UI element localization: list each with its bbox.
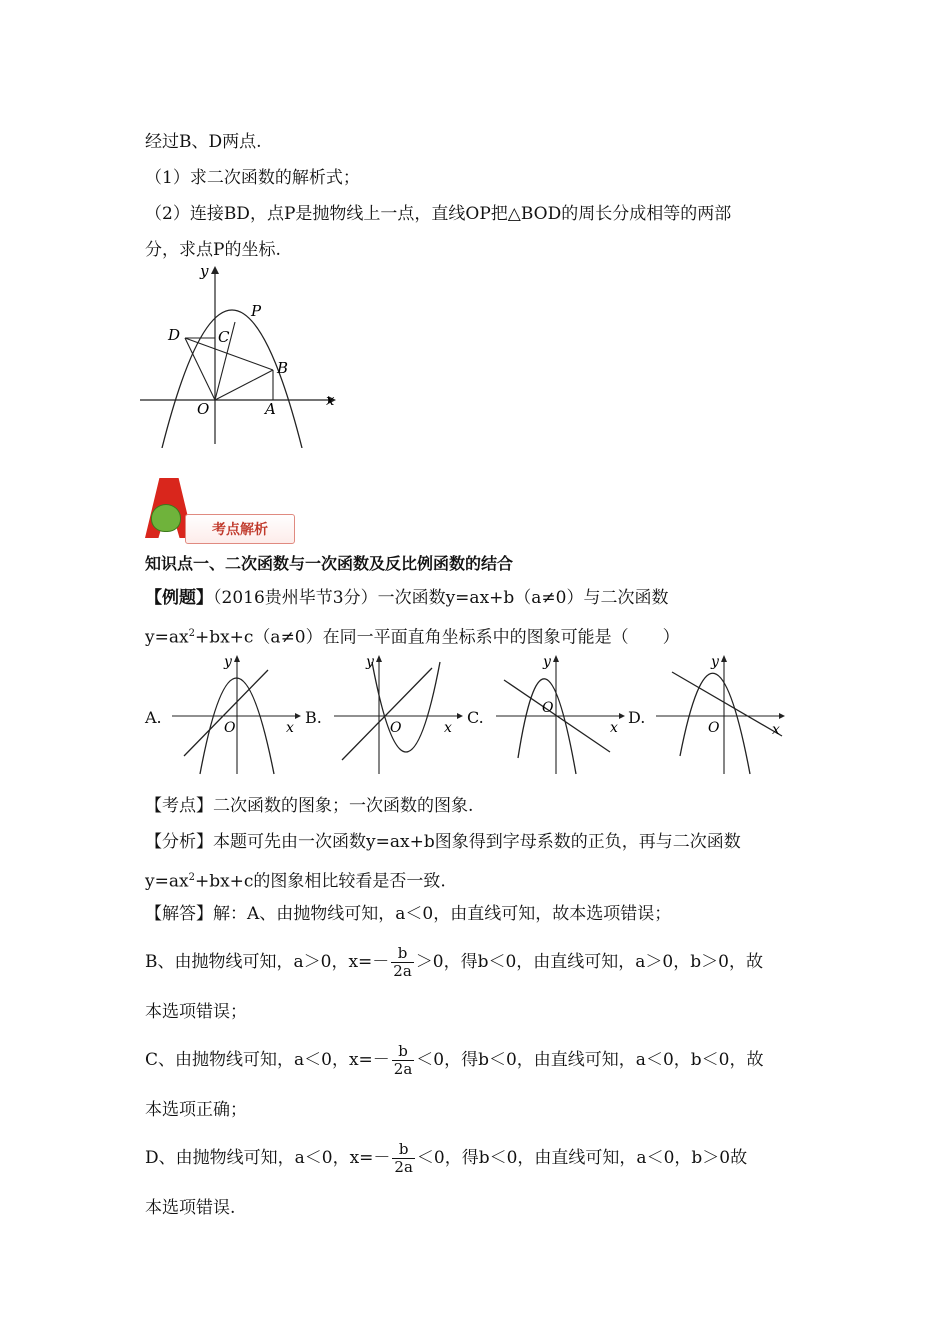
- section-title: 知识点一、二次函数与一次函数及反比例函数的结合: [145, 554, 514, 573]
- option-D-graph: [654, 652, 789, 776]
- example-text: （2016贵州毕节3分）一次函数y=ax+b（a≠0）与二次函数: [213, 588, 669, 608]
- option-C-graph: [494, 652, 629, 776]
- jieda-line-D: [145, 1140, 747, 1176]
- origin-label: O: [390, 720, 402, 736]
- parabola-figure: [140, 262, 340, 448]
- label-y: y: [200, 262, 209, 280]
- option-D-label: D.: [628, 708, 646, 727]
- answer-text-rest: ＞0，得b＜0，由直线可知，a＞0，b＞0，故: [415, 952, 763, 972]
- banner-title: 考点解析: [212, 522, 268, 538]
- kaodian: 【考点】二次函数的图象；一次函数的图象.: [145, 796, 474, 816]
- axis-x-label: x: [286, 720, 294, 736]
- example-tag: 【例题】: [145, 588, 213, 608]
- question-2: （2）连接BD，点P是抛物线上一点，直线OP把△BOD的周长分成相等的两部: [145, 204, 732, 224]
- axis-y-label: y: [711, 654, 719, 670]
- section-banner: [145, 478, 295, 544]
- answer-text: C、由抛物线可知，a＜0，x=－: [145, 1050, 390, 1070]
- option-A-label: A.: [145, 708, 162, 727]
- label-A: A: [265, 400, 276, 418]
- fraction-numerator: b: [398, 1140, 409, 1158]
- jieda-line-C-end: 本选项正确；: [145, 1100, 247, 1120]
- formula-text-rest: +bx+c（a≠0）在同一平面直角坐标系中的图象可能是（ ）: [194, 627, 680, 648]
- jieda-line-B-end: 本选项错误；: [145, 1002, 247, 1022]
- fenxi-line-1: 【分析】本题可先由一次函数y=ax+b图象得到字母系数的正负，再与二次函数: [145, 832, 741, 852]
- fraction-denominator: 2a: [393, 962, 412, 980]
- frog-mascot-icon: [151, 504, 181, 532]
- option-B-graph: [332, 652, 467, 776]
- axis-x-label: x: [772, 722, 780, 738]
- fraction-numerator: b: [397, 944, 408, 962]
- answer-text: D、由抛物线可知，a＜0，x=－: [145, 1148, 391, 1168]
- jieda-line-B: [145, 944, 763, 980]
- label-O: O: [197, 400, 210, 418]
- jieda-line-1: 【解答】解：A、由抛物线可知，a＜0，由直线可知，故本选项错误；: [145, 904, 672, 924]
- label-C: C: [218, 328, 230, 346]
- origin-label: O: [542, 700, 554, 716]
- option-B-label: B.: [305, 708, 322, 727]
- label-P: P: [251, 302, 262, 320]
- axis-x-label: x: [444, 720, 452, 736]
- label-D: D: [168, 326, 181, 344]
- fraction-denominator: 2a: [394, 1158, 413, 1176]
- label-B: B: [277, 359, 289, 377]
- example-line-2: [145, 622, 680, 650]
- fraction: [392, 1141, 415, 1176]
- banner-title-box: [185, 514, 295, 544]
- formula-text: y=ax: [145, 627, 189, 648]
- exponent: 2: [188, 872, 195, 883]
- origin-label: O: [708, 720, 720, 736]
- fenxi-line-2: [145, 866, 446, 894]
- axis-y-label: y: [224, 654, 232, 670]
- fraction: [391, 945, 414, 980]
- answer-text-rest: ＜0，得b＜0，由直线可知，a＜0，b＜0，故: [416, 1050, 764, 1070]
- question-1: （1）求二次函数的解析式；: [145, 168, 360, 188]
- example-line-1: [145, 586, 668, 610]
- label-x: x: [326, 391, 335, 409]
- jieda-line-C: [145, 1042, 763, 1078]
- fraction-denominator: 2a: [393, 1060, 413, 1078]
- axis-y-label: y: [366, 654, 374, 670]
- fraction: [392, 1043, 415, 1078]
- exponent: 2: [188, 628, 195, 639]
- option-C-label: C.: [467, 708, 484, 727]
- axis-x-label: x: [610, 720, 618, 736]
- formula-text: y=ax: [145, 871, 189, 892]
- jieda-line-D-end: 本选项错误.: [145, 1198, 236, 1218]
- answer-text: B、由抛物线可知，a＞0，x=－: [145, 952, 390, 972]
- question-2-cont: 分，求点P的坐标.: [145, 240, 281, 260]
- origin-label: O: [224, 720, 236, 736]
- formula-text-rest: +bx+c的图象相比较看是否一致.: [194, 871, 446, 892]
- fraction-numerator: b: [398, 1042, 408, 1060]
- option-A-graph: [170, 652, 305, 776]
- answer-text-rest: ＜0，得b＜0，由直线可知，a＜0，b＞0故: [416, 1148, 748, 1168]
- axis-y-label: y: [543, 654, 551, 670]
- intro-line: 经过B、D两点.: [145, 132, 262, 152]
